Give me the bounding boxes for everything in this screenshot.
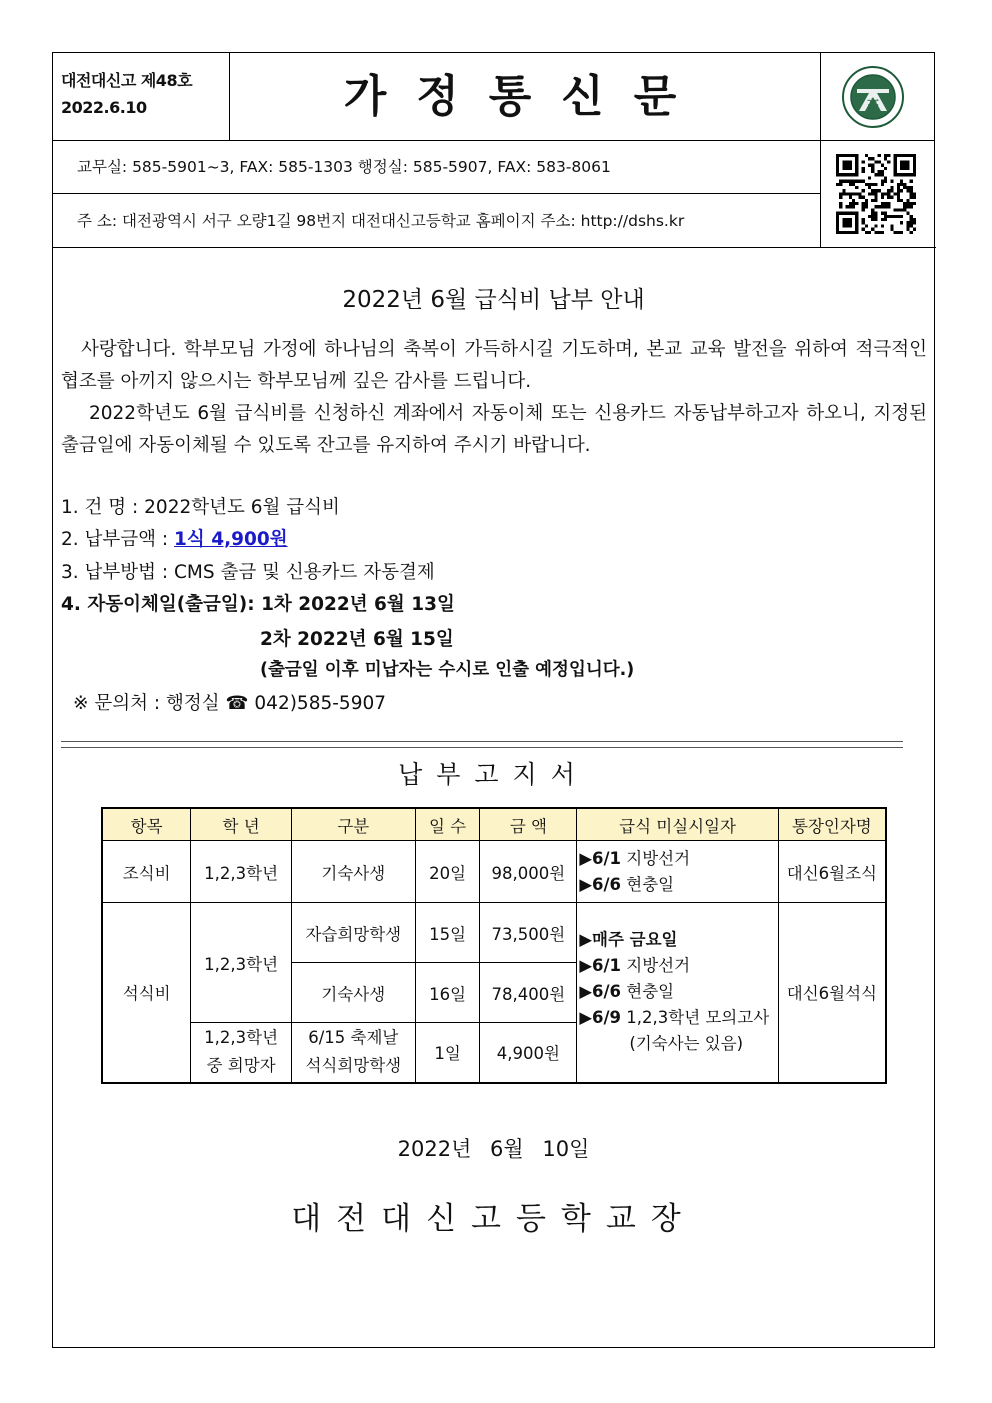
header-type: 구분 [291,808,415,841]
issue-number: 대전대신고 제48호 [61,71,193,90]
breakfast-grade: 1,2,3학년 [191,841,292,903]
item-method-value: CMS 출금 및 신용카드 자동결제 [174,562,435,583]
dinner-amount-3: 4,900원 [480,1023,577,1083]
header-days: 일 수 [415,808,480,841]
debit-note: (출금일 이후 미납자는 수시로 인출 예정입니다.) [260,660,635,680]
off-date: 매주 금요일 [592,930,678,950]
breakfast-account: 대신6월조식 [778,841,886,903]
dinner-days-1: 15일 [415,903,480,963]
breakfast-off-dates [577,841,779,903]
double-divider [61,741,903,748]
logo-char: 高 [866,98,880,112]
logo-cell [820,53,936,140]
qr-cell [820,140,936,248]
contact-info: 교무실: 585-5901~3, FAX: 585-1303 행정실: 585-5907, FAX: 583-8061 [53,140,820,194]
greeting-paragraph: 사랑합니다. 학부모님 가정에 하나님의 축복이 가득하시길 기도하며, 본교 교육 발전을 위하여 적극적인 협조를 아끼지 않으시는 학부모님께 깊은 감사를 드립니다. [61,339,927,392]
dinner-grade-3-line1: 1,2,3학년 [204,1028,279,1048]
list-item: ▶매주 금요일 [579,930,678,950]
debit-date-1: 1차 2022년 6월 13일 [261,594,455,615]
debit-date-2: 2차 2022년 6월 15일 [260,629,454,650]
issue-date-footer: 2022년 6월 10일 [397,1137,590,1161]
dinner-type-2: 기숙사생 [291,963,415,1023]
off-desc: 1,2,3학년 모의고사 [626,1008,770,1028]
table-row [102,903,886,963]
list-item: ▶6/9 1,2,3학년 모의고사 [579,1008,770,1028]
list-item: ▶6/6 현충일 [579,874,675,894]
header-item: 항목 [102,808,191,841]
breakfast-amount: 98,000원 [480,841,577,903]
principal-signature: 대전대신고등학교장 [291,1201,696,1237]
header-amount: 금 액 [480,808,577,841]
issue-info [53,53,230,140]
off-date: 6/1 [592,848,622,868]
off-note: (기숙사는 있음) [629,1034,744,1054]
dinner-days-3: 1일 [415,1023,480,1083]
header-grade: 학 년 [191,808,292,841]
dinner-days-2: 16일 [415,963,480,1023]
breakfast-type: 기숙사생 [291,841,415,903]
dinner-type-3 [291,1023,415,1083]
school-logo [841,65,905,129]
dinner-amount-1: 73,500원 [480,903,577,963]
item-method [61,558,435,584]
table-row [102,841,886,903]
dinner-amount-2: 78,400원 [480,963,577,1023]
page-title: 가정통신문 [343,71,707,122]
list-item: ▶6/1 지방선거 [579,956,691,976]
dinner-grade-3 [191,1023,292,1083]
dinner-type-3-line2: 석식희망학생 [305,1056,402,1076]
off-date: 6/9 [592,1008,622,1028]
item-debit-date [61,590,455,616]
item-debit-label: 4. 자동이체일(출금일): [61,594,262,615]
newsletter-frame [52,52,935,1348]
header-row [53,53,934,141]
breakfast-days: 20일 [415,841,480,903]
qr-code[interactable] [836,154,916,234]
off-desc: 지방선거 [626,956,691,976]
notice-title: 2022년 6월 급식비 납부 안내 [342,287,645,313]
item-amount-label: 2. 납부금액 : [61,529,175,550]
off-date: 6/6 [592,982,622,1002]
off-desc: 지방선거 [626,848,691,868]
list-item: ▶6/6 현충일 [579,982,675,1002]
item-subject-value: 2022학년도 6월 급식비 [144,497,340,518]
off-desc: 현충일 [626,874,675,894]
item-amount [61,525,288,551]
request-paragraph: 2022학년도 6월 급식비를 신청하신 계좌에서 자동이체 또는 신용카드 자동납부하고자 하오니, 지정된 출금일에 자동이체될 수 있도록 잔고를 유지하여 주시기 바랍니다. [61,403,927,456]
list-item: ▶6/1 지방선거 [579,848,691,868]
header-off-dates: 급식 미실시일자 [577,808,779,841]
dinner-type-3-line1: 6/15 축제날 [308,1028,399,1048]
dinner-account: 대신6월석식 [778,903,886,1083]
dinner-off-dates [577,903,779,1083]
payment-table [101,807,887,1084]
item-amount-value: 1식 4,900원 [174,529,288,550]
off-date: 6/6 [592,874,622,894]
dinner-grade-3-line2: 중 희망자 [206,1056,276,1076]
dinner-type-1: 자습희망학생 [291,903,415,963]
bill-title: 납부고지서 [398,760,589,789]
off-desc: 현충일 [626,982,675,1002]
table-header-row [102,808,886,841]
off-date: 6/1 [592,956,622,976]
issue-date: 2022.6.10 [61,98,147,117]
dinner-item: 석식비 [102,903,191,1083]
item-method-label: 3. 납부방법 : [61,562,175,583]
header-account: 통장인자명 [778,808,886,841]
address-info: 주 소: 대전광역시 서구 오량1길 98번지 대전대신고등학교 홈페이지 주소: http://dshs.kr [53,194,820,248]
item-subject-label: 1. 건 명 : [61,497,145,518]
inquiry-contact: ※ 문의처 : 행정실 ☎ 042)585-5907 [73,693,387,714]
dinner-grade: 1,2,3학년 [191,903,292,1023]
item-subject [61,493,340,519]
breakfast-item: 조식비 [102,841,191,903]
